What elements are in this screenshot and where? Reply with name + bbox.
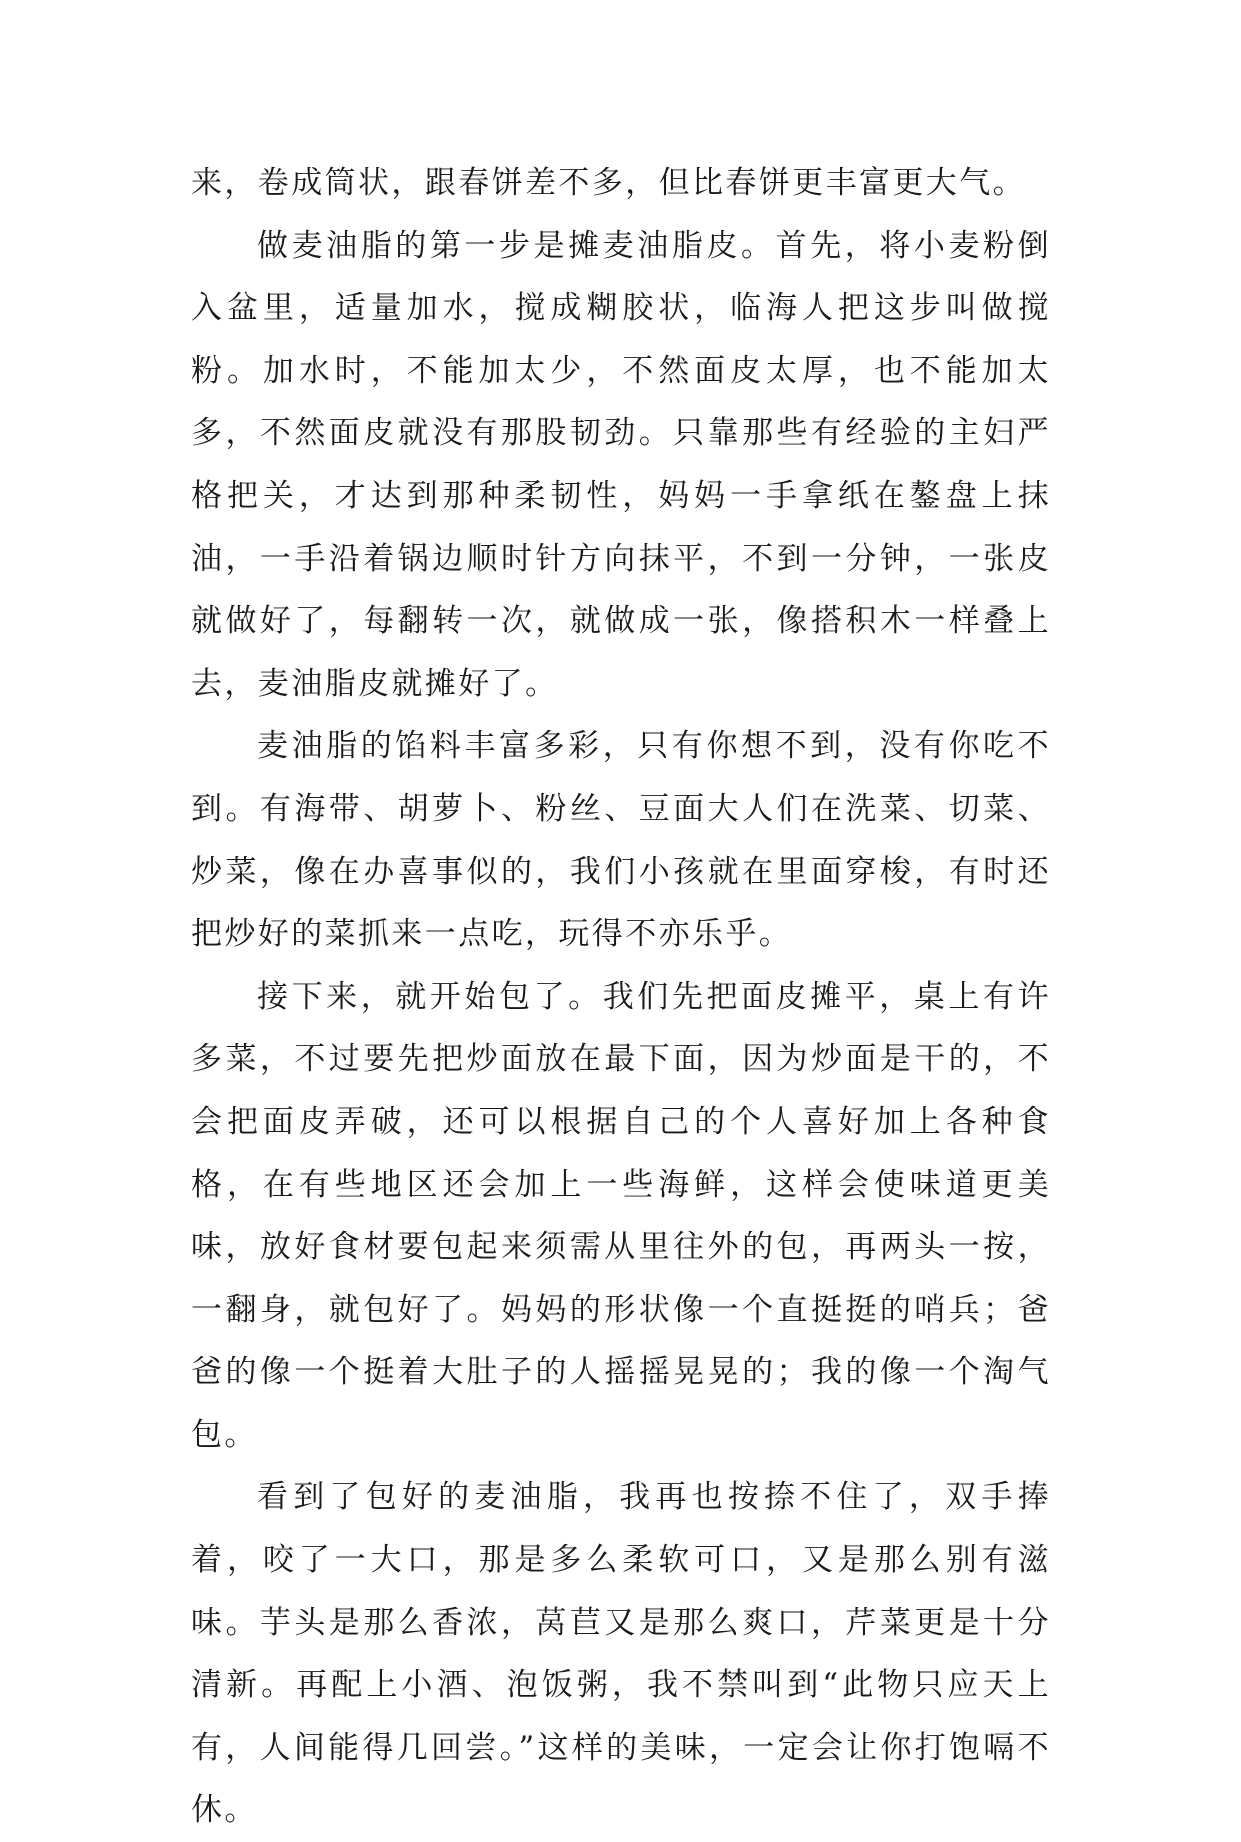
- paragraph-4: 接下来，就开始包了。我们先把面皮摊平，桌上有许多菜，不过要先把炒面放在最下面，因为炒面是干的，不会把面皮弄破，还可以根据自己的个人喜好加上各种食格，在有些地区还会加上一些海鲜，这样会使味道更美味，放好食材要包起来须需从里往外的包，再两头一按，一翻身，就包好了。妈妈的形状像一个直挺挺的哨兵；爸爸的像一个挺着大肚子的人摇摇晃晃的；我的像一个淘气包。: [191, 978, 1051, 1453]
- paragraph-1: 来，卷成筒状，跟春饼差不多，但比春饼更丰富更大气。: [191, 165, 1026, 201]
- paragraph-5: 看到了包好的麦油脂，我再也按捺不住了，双手捧着，咬了一大口，那是多么柔软可口，又是那么别有滋味。芋头是那么香浓，莴苣又是那么爽口，芹菜更是十分清新。再配上小酒、泡饭粥，我不禁叫到“此物只应天上有，人间能得几回尝。”这样的美味，一定会让你打饱嗝不休。: [191, 1479, 1051, 1829]
- paragraph-2: 做麦油脂的第一步是摊麦油脂皮。首先，将小麦粉倒入盆里，适量加水，搅成糊胶状，临海人把这步叫做搅粉。加水时，不能加太少，不然面皮太厚，也不能加太多，不然面皮就没有那股韧劲。只靠那些有经验的主妇严格把关，才达到那种柔韧性，妈妈一手拿纸在鏊盘上抹油，一手沿着锅边顺时针方向抹平，不到一分钟，一张皮就做好了，每翻转一次，就做成一张，像搭积木一样叠上去，麦油脂皮就摊好了。: [191, 227, 1051, 702]
- paragraph-3: 麦油脂的馅料丰富多彩，只有你想不到，没有你吃不到。有海带、胡萝卜、粉丝、豆面大人们在洗菜、切菜、炒菜，像在办喜事似的，我们小孩就在里面穿梭，有时还把炒好的菜抓来一点吃，玩得不亦乐乎。: [191, 728, 1051, 953]
- document-body: [191, 152, 1051, 1842]
